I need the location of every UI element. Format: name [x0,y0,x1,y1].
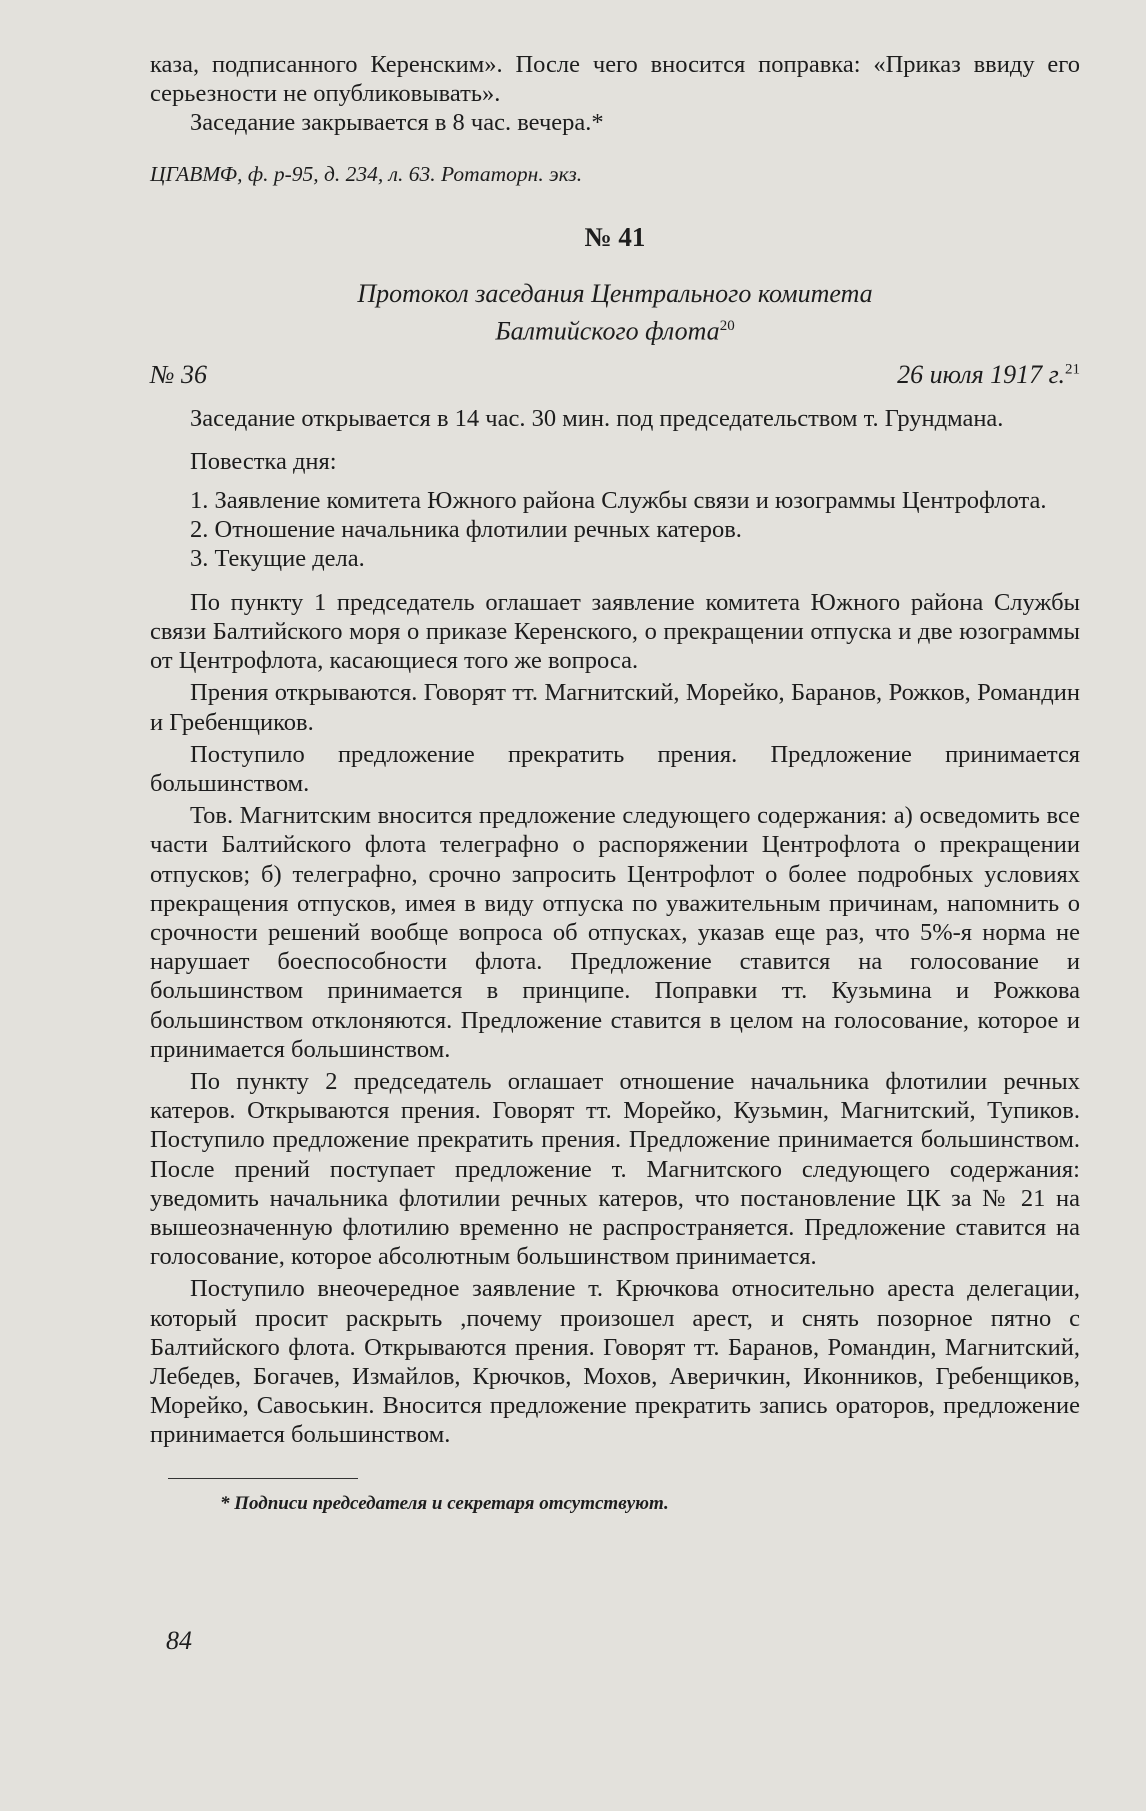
title-note-ref: 20 [719,318,735,335]
agenda-item: 2. Отношение начальника флотилии речных катеров. [190,516,742,544]
body-paragraph: Прения открываются. Говорят тт. Магнитский, Морейко, Баранов, Рожков, Романдин и Гребенщиков. [150,679,1080,736]
page-number: 84 [166,1626,192,1655]
agenda-heading: Повестка дня: [190,447,337,475]
body-paragraph: По пункту 2 председатель оглашает отношение начальника флотилии речных катеров. Открываются прения. Говорят тт. Морейко, Кузьмин, Магнитский, Тупиков. Поступило предложение прекратить прения. Предложение принимается большинством. После прений поступает предложение т. Магнитского следующего содержания: уведомить начальника флотилии речных катеров, что постановление ЦК за № 21 на вышеозначенную флотилию временно не распространяется. Предложение ставится на голосование, которое абсолютным большинством принимается. [150,1067,1080,1271]
document-title [150,278,1080,348]
protocol-dateline [150,360,1080,390]
agenda-item: 1. Заявление комитета Южного района Службы связи и юзограммы Центрофлота. [190,487,1047,515]
footnote: * Подписи председателя и секретаря отсутствуют. [220,1492,669,1514]
title-line-1: Протокол заседания Центрального комитета [357,279,873,309]
agenda-list [150,486,1080,574]
title-line-2 [150,310,1080,348]
continued-text: каза, подписанного Керенским». После чего вносится поправка: «Приказ ввиду его серьезности не опубликовывать». [150,51,1080,108]
page-content [150,50,1080,1518]
body-paragraph: Тов. Магнитским вносится предложение следующего содержания: а) осведомить все части Балтийского флота телеграфно о распоряжении Центрофлота о прекращении отпусков; б) телеграфно, срочно запросить Центрофлот о более подробных условиях прекращения отпусков, имея в виду отпуска по уважительным причинам, напомнить о срочности решений вообще вопроса об отпусках, указав еще раз, что 5%-я норма не нарушает боеспособности флота. Предложение ставится на голосование и большинством принимается в принципе. Поправки тт. Кузьмина и Рожкова большинством отклоняются. Предложение ставится в целом на голосование, которое и принимается большинством. [150,802,1080,1063]
footnote-separator [168,1478,358,1479]
document-number: № 41 [584,221,646,252]
protocol-date-wrap [897,360,1080,390]
body-paragraph: Поступило предложение прекратить прения. Предложение принимается большинством. [150,740,1080,797]
agenda-item: 3. Текущие дела. [190,545,365,573]
opening-paragraph: Заседание открывается в 14 час. 30 мин. под председательством т. Грундмана. [190,404,1004,432]
protocol-number: № 36 [150,359,208,389]
body-paragraph: По пункту 1 председатель оглашает заявление комитета Южного района Службы связи Балтийского моря о приказе Керенского, о прекращении отпуска и две юзограммы от Центрофлота, касающиеся того же вопроса. [150,588,1080,675]
date-note-ref: 21 [1065,361,1080,378]
title-line-2-text: Балтийского флота [495,316,720,346]
archive-source: ЦГАВМФ, ф. р-95, д. 234, л. 63. Ротаторн. экз. [150,161,583,186]
protocol-date: 26 июля 1917 г. [897,359,1065,389]
closing-line: Заседание закрывается в 8 час. вечера.* [190,109,604,137]
body-paragraph: Поступило внеочередное заявление т. Крючкова относительно ареста делегации, который просит раскрыть ,почему произошел арест, и снять позорное пятно с Балтийского флота. Открываются прения. Говорят тт. Баранов, Романдин, Магнитский, Лебедев, Богачев, Измайлов, Крючков, Мохов, Аверичкин, Иконников, Гребенщиков, Морейко, Савоськин. Вносится предложение прекратить запись ораторов, предложение принимается большинством. [150,1275,1080,1449]
